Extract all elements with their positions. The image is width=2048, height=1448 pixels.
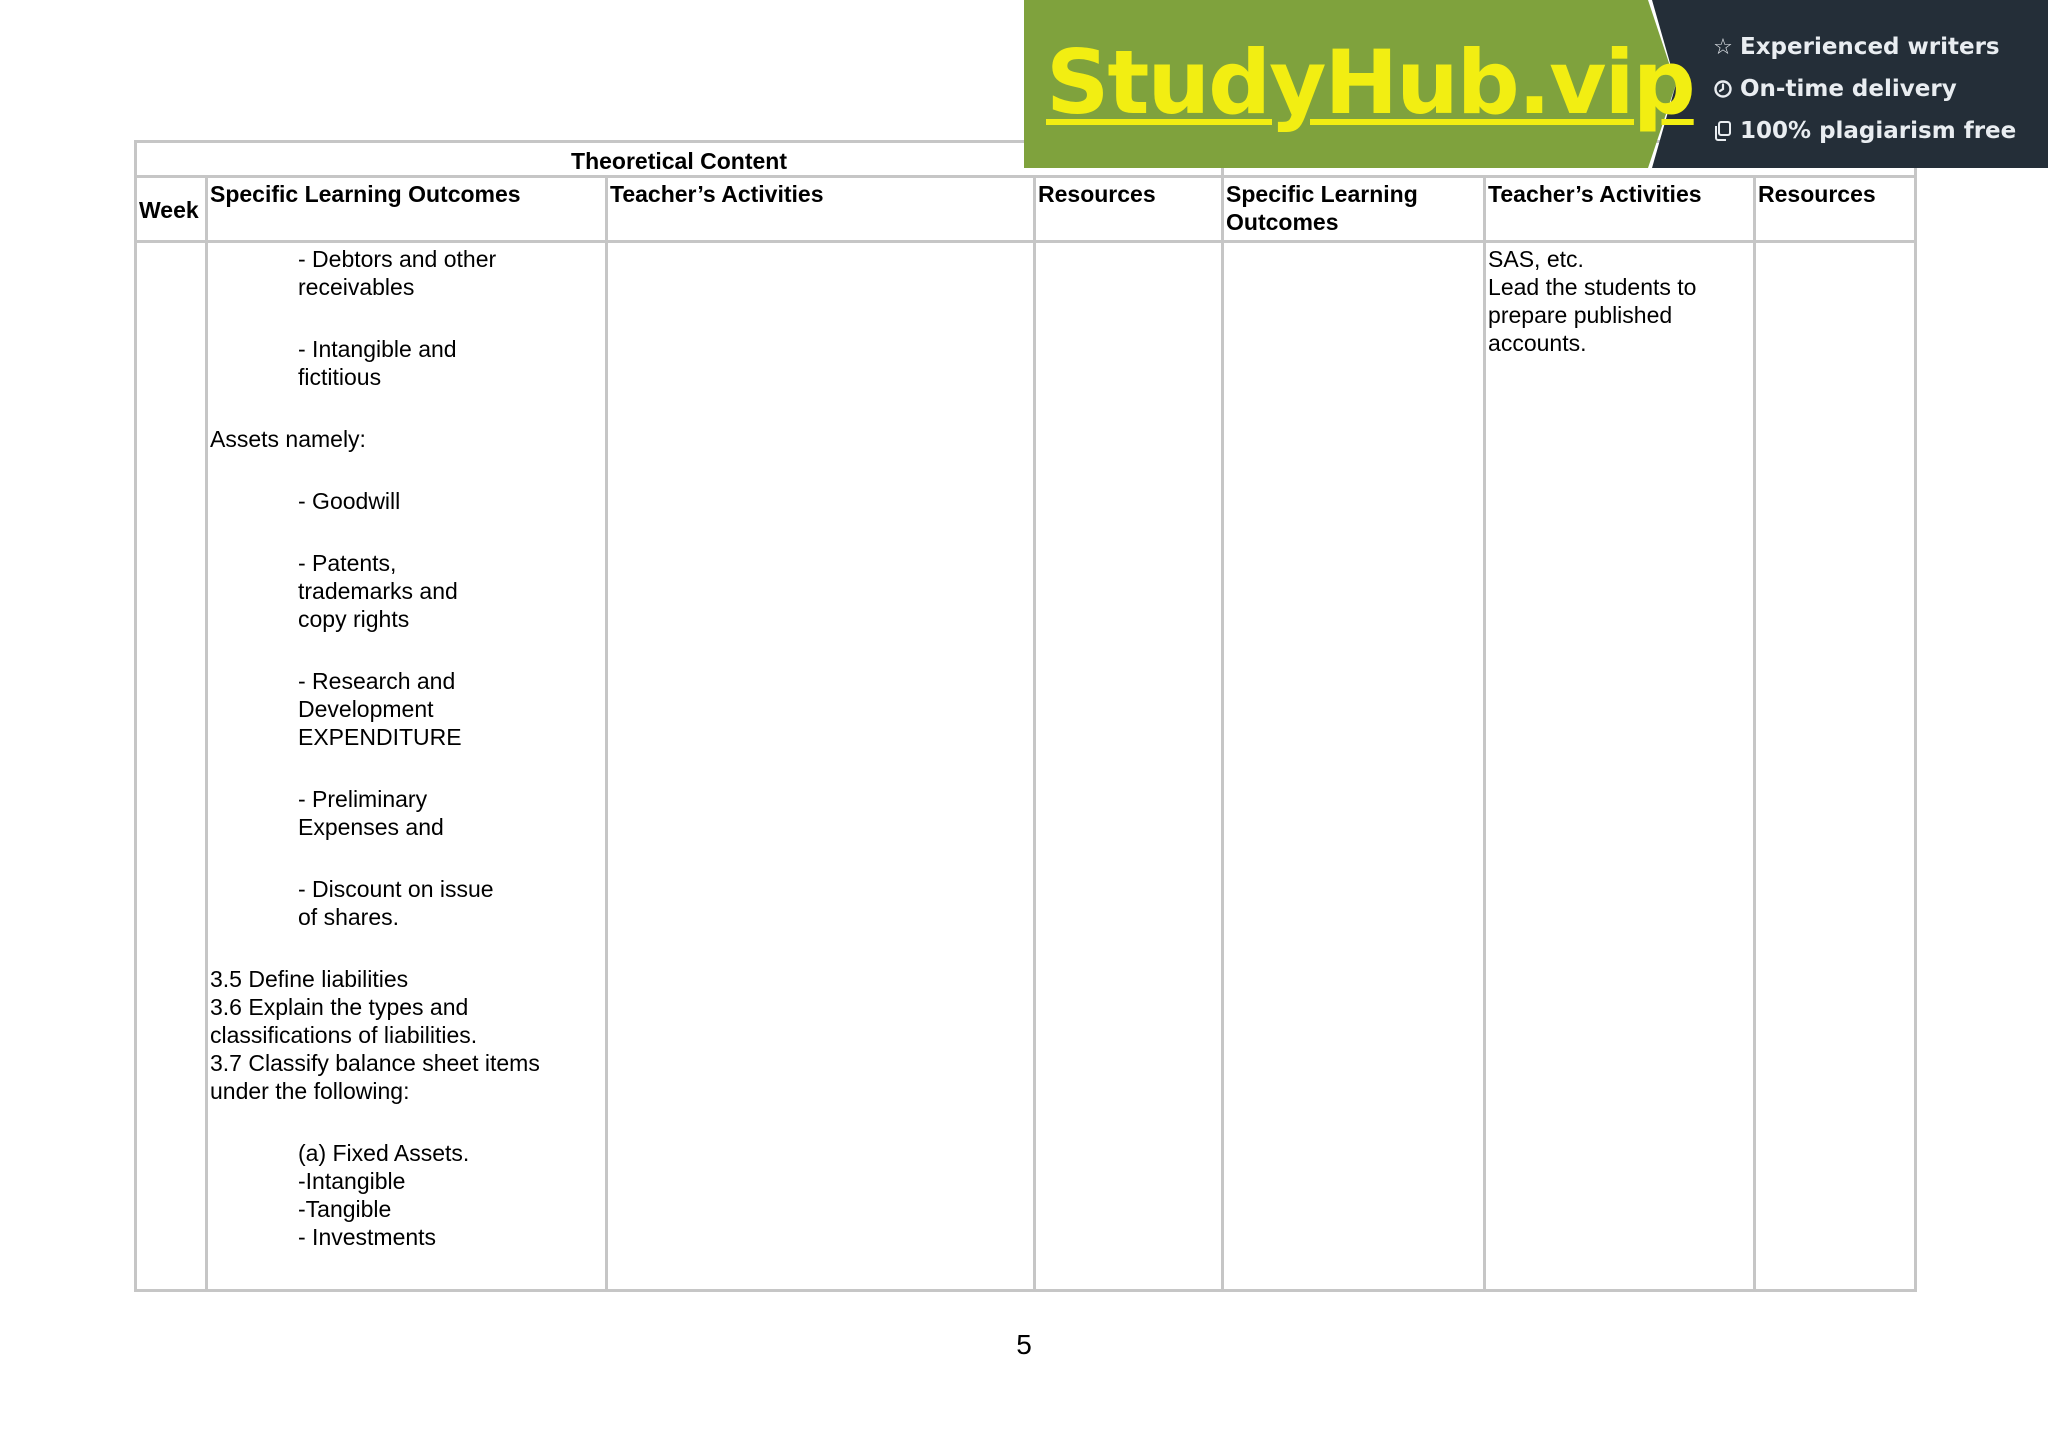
practical-outcomes-column-header: Specific Learning Outcomes [1223, 177, 1485, 242]
practical-teacher-activities-column-header: Teacher’s Activities [1485, 177, 1755, 242]
resources-column-header: Resources [1035, 177, 1223, 242]
resources-cell [1035, 242, 1223, 1291]
outcome-line: copy rights [298, 606, 410, 632]
outcome-line: Expenses and [298, 814, 444, 840]
perk-item [1710, 68, 2040, 110]
clock-icon [1710, 79, 1736, 99]
perk-item [1710, 110, 2040, 152]
outcome-line: receivables [298, 274, 415, 300]
outcome-line: - Goodwill [298, 488, 401, 514]
outcome-line: - Discount on issue [298, 876, 494, 902]
outcome-line: of shares. [298, 904, 399, 930]
outcome-line: EXPENDITURE [298, 724, 462, 750]
perk-label: 100% plagiarism free [1740, 118, 2017, 144]
column-header-row [136, 177, 1916, 242]
activity-line: SAS, etc. [1488, 246, 1584, 272]
outcome-line: trademarks and [298, 578, 458, 604]
teacher-activities-cell [607, 242, 1035, 1291]
outcomes-column-header: Specific Learning Outcomes [207, 177, 607, 242]
perks-list [1710, 26, 2040, 152]
outcome-line: classifications of liabilities. [210, 1022, 478, 1048]
outcome-line: 3.7 Classify balance sheet items [210, 1050, 540, 1076]
week-column-header: Week [136, 177, 207, 242]
outcome-line: - Patents, [298, 550, 397, 576]
outcome-line: -Tangible [298, 1196, 392, 1222]
practical-outcomes-cell [1223, 242, 1485, 1291]
outcome-line: (a) Fixed Assets. [298, 1140, 470, 1166]
activity-line: prepare published [1488, 302, 1673, 328]
outcome-line: under the following: [210, 1078, 410, 1104]
star-outline-icon: ☆ [1713, 34, 1733, 60]
activity-line: accounts. [1488, 330, 1587, 356]
table-row [136, 242, 1916, 1291]
outcome-line: - Investments [298, 1224, 437, 1250]
outcome-line: - Preliminary [298, 786, 428, 812]
outcome-line: fictitious [298, 364, 382, 390]
outcomes-cell [207, 242, 607, 1291]
theoretical-content-header: Theoretical Content [136, 142, 1223, 177]
outcome-line: - Research and [298, 668, 456, 694]
outcome-line: Assets namely: [210, 426, 366, 452]
perk-label: Experienced writers [1740, 34, 2000, 60]
outcome-line: 3.5 Define liabilities [210, 966, 409, 992]
outcome-line: 3.6 Explain the types and [210, 994, 469, 1020]
page-number: 5 [1016, 1329, 1032, 1360]
outcome-line: - Debtors and other [298, 246, 497, 272]
practical-resources-cell [1755, 242, 1916, 1291]
outcome-line: -Intangible [298, 1168, 406, 1194]
perk-item [1710, 26, 2040, 68]
activity-line: Lead the students to [1488, 274, 1697, 300]
studyhub-logo[interactable]: StudyHub.vip [1046, 31, 1694, 134]
practical-resources-column-header: Resources [1755, 177, 1916, 242]
perk-label: On-time delivery [1740, 76, 1957, 102]
copy-icon [1710, 120, 1736, 142]
teacher-activities-column-header: Teacher’s Activities [607, 177, 1035, 242]
curriculum-table [134, 140, 1917, 1292]
practical-teacher-activities-cell [1485, 242, 1755, 1291]
week-cell [136, 242, 207, 1291]
outcome-line: Development [298, 696, 434, 722]
outcome-line: - Intangible and [298, 336, 457, 362]
